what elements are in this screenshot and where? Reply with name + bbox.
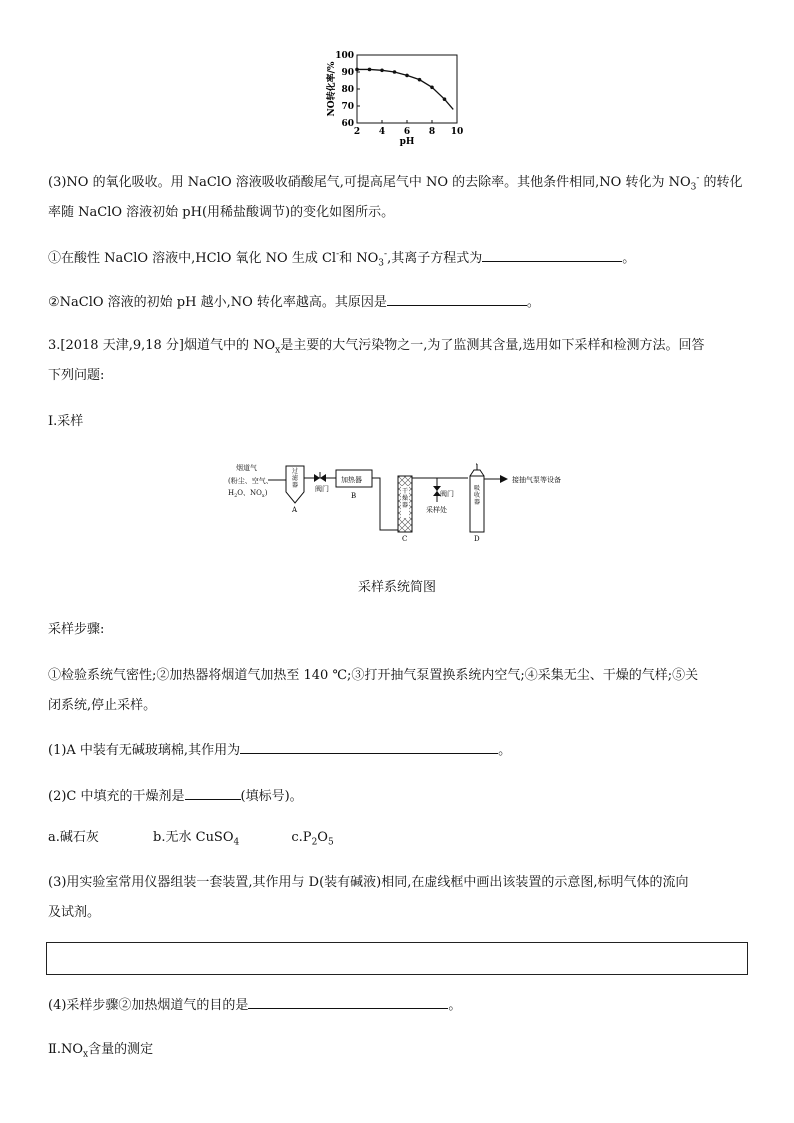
dryer-C [398, 476, 412, 543]
answer-blank[interactable] [240, 740, 498, 754]
q3-sub2: ②NaClO 溶液的初始 pH 越小,NO 转化率越高。其原因是 。 [48, 292, 540, 312]
data-point [418, 78, 422, 82]
data-point [443, 97, 447, 101]
y-tick-label: 100 [335, 51, 354, 61]
q3-drawing-line1: (3)用实验室常用仪器组装一套装置,其作用与 D(装有碱液)相同,在虚线框中画出该装置的示意图,标明气体的流向 [48, 875, 689, 890]
diagram-caption: 采样系统简图 [357, 580, 436, 595]
filter-label: 过滤器 [292, 468, 299, 489]
q3-sub1: ①在酸性 NaClO 溶液中,HClO 氧化 NO 生成 Cl-和 $NO_3^-$,其离子方程式为 。 [48, 249, 636, 269]
p3-line1: 3.[2018 天津,9,18 分]烟道气中的 $NO_x$是主要的大气污染物之一,为了监测其含量,选用如下采样和检测方法。回答 [48, 338, 705, 356]
heater-B [336, 470, 372, 500]
gas-label: 烟道气 [236, 464, 257, 472]
answer-blank[interactable] [185, 786, 241, 800]
x-tick-label: 6 [403, 127, 411, 137]
y-tick-label: 60 [341, 119, 354, 129]
data-point [393, 70, 397, 74]
svg-text:B: B [351, 492, 357, 500]
svg-text:D: D [474, 535, 480, 543]
x-tick-label: 4 [378, 127, 386, 137]
absorber-D [470, 470, 484, 543]
y-tick-label: 70 [341, 102, 354, 112]
q3-line2: 率随 NaClO 溶液初始 pH(用稀盐酸调节)的变化如图所示。 [48, 205, 395, 220]
q4: (4)采样步骤②加热烟道气的目的是 。 [48, 995, 461, 1015]
q3-drawing-line2: 及试剂。 [48, 905, 101, 920]
data-point [355, 68, 359, 72]
svg-text:阀门: 阀门 [440, 490, 454, 498]
data-point [405, 74, 409, 78]
x-tick-label: 2 [353, 127, 361, 137]
steps-line1: ①检验系统气密性;②加热器将烟道气加热至 140 ℃;③打开抽气泵置换系统内空气;④采集无尘、干燥的气样;⑤关 [48, 668, 699, 683]
option-a: a.碱石灰 [48, 830, 99, 845]
q1: (1)A 中装有无碱玻璃棉,其作用为 。 [48, 740, 511, 760]
x-tick-label: 10 [450, 127, 464, 137]
answer-blank[interactable] [482, 248, 622, 262]
series-line [357, 69, 453, 109]
drawing-answer-box[interactable] [46, 942, 748, 975]
svg-text:干燥器: 干燥器 [402, 488, 409, 509]
y-tick-label: 90 [341, 68, 354, 78]
plot-frame [357, 55, 457, 123]
valve-icon [314, 472, 326, 482]
option-b: b.无水 CuSO$_4$ [153, 830, 240, 848]
svg-text:C: C [402, 535, 408, 543]
answer-blank[interactable] [248, 995, 448, 1009]
y-tick-label: 80 [341, 85, 354, 95]
steps-line2: 闭系统,停止采样。 [48, 698, 157, 713]
svg-text:加热器: 加热器 [341, 476, 362, 484]
gas-label: (粉尘、空气、 [228, 477, 273, 485]
q2-options [48, 829, 334, 847]
svg-text:A: A [292, 506, 298, 514]
x-tick-label: 8 [428, 127, 436, 137]
steps-title: 采样步骤: [48, 622, 105, 637]
gas-label: $H_2O$、$NO_x$) [228, 489, 268, 499]
data-point [430, 86, 434, 90]
svg-text:采样处: 采样处 [426, 506, 447, 514]
section-measurement: $Ⅱ.NO_x$含量的测定 [48, 1042, 154, 1060]
filter-A [286, 466, 304, 514]
option-c: $c.P_2O_5$ [291, 830, 334, 848]
data-point [380, 69, 384, 73]
svg-text:阀门: 阀门 [315, 485, 329, 493]
q2: (2)C 中填充的干燥剂是 (填标号)。 [48, 786, 303, 806]
data-point [368, 68, 372, 72]
svg-text:接抽气泵等设备: 接抽气泵等设备 [512, 476, 561, 484]
y-axis-label: NO转化率/% [327, 61, 337, 117]
flow-arrow-icon [500, 475, 508, 483]
q3-line1: (3)NO 的氧化吸收。用 NaClO 溶液吸收硝酸尾气,可提高尾气中 NO 的去除率。其他条件相同,NO 转化为 $NO_3^-$ 的转化 [48, 173, 743, 193]
section-sampling: Ⅰ.采样 [48, 414, 84, 429]
x-axis-label: pH [399, 137, 415, 147]
p3-line2: 下列问题: [48, 368, 105, 383]
sampling-system-diagram [0, 455, 794, 555]
svg-text:吸收器: 吸收器 [474, 485, 481, 506]
answer-blank[interactable] [387, 292, 527, 306]
